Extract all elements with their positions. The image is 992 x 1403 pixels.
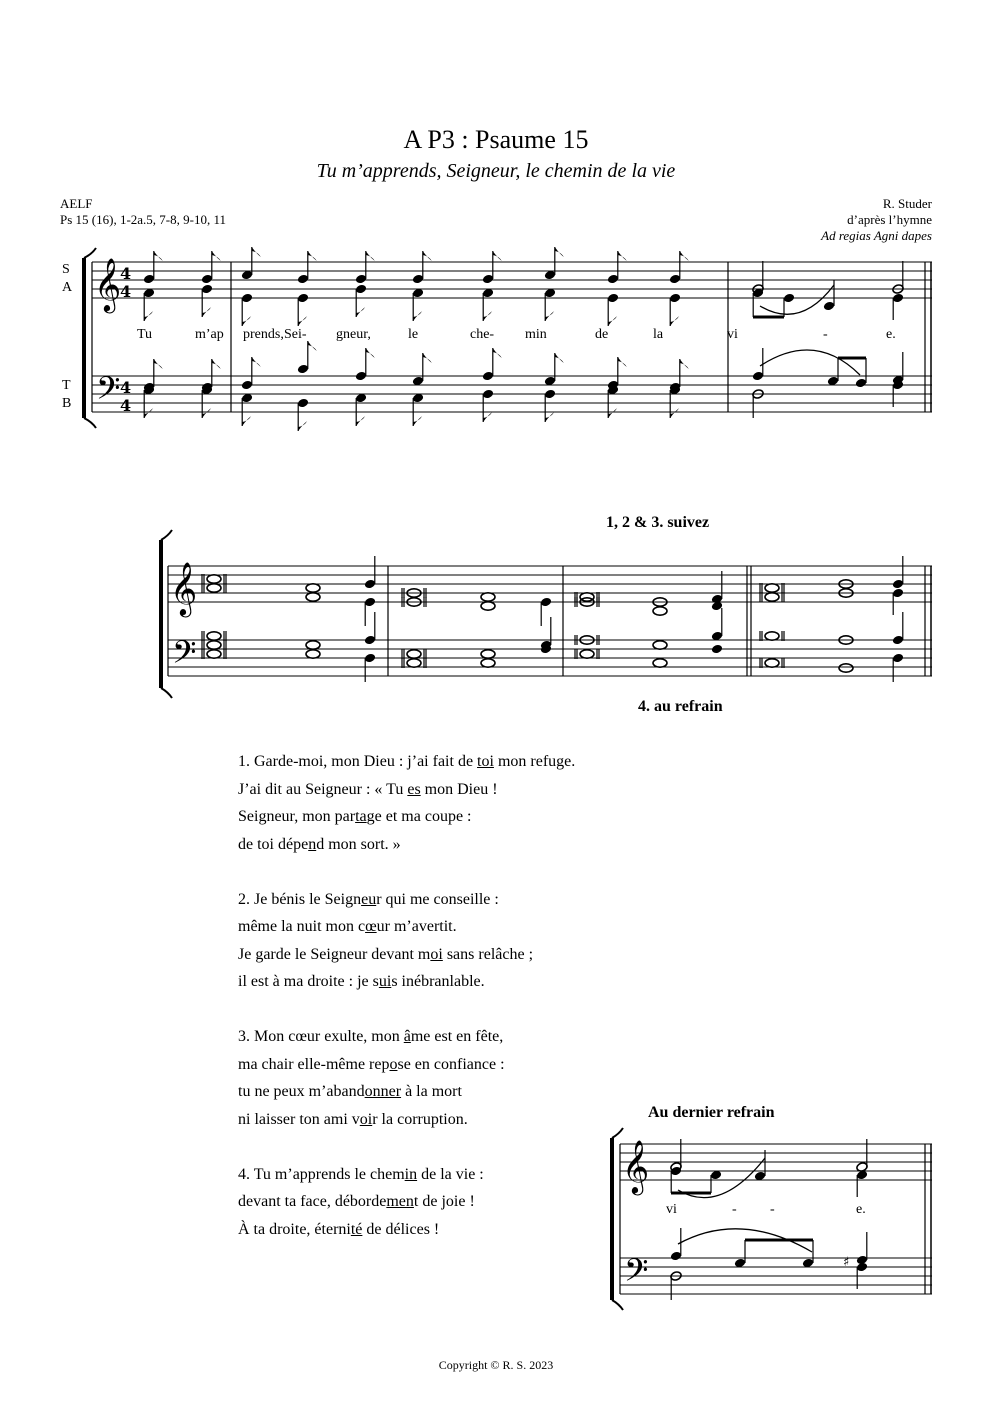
lyric-syllable: - [770,1202,775,1217]
note-head [765,584,779,592]
svg-text:4: 4 [120,264,132,283]
note-flag [680,359,689,369]
verse-line: Je garde le Seigneur devant moi sans relâche ; [238,945,534,963]
verse-line: 1. Garde-moi, mon Dieu : j’ai fait de toi mon refuge. [238,753,576,770]
note-head [765,593,779,601]
note-head [481,593,495,601]
note-head [207,650,221,658]
instruction-continue: 1, 2 & 3. suivez [606,514,710,531]
verse-line: ma chair elle-même repose en confiance : [238,1055,505,1073]
note-head [653,607,667,615]
note-head [823,301,835,312]
note-flag [356,307,365,317]
stanza [238,886,575,996]
note-flag [144,408,153,418]
lyric-syllable: gneur, [336,327,371,342]
note-flag [308,251,317,261]
verse-line: ni laisser ton ami voir la corruption. [238,1110,468,1128]
lyric-syllable: - [732,1202,737,1217]
note-flag [680,251,689,261]
source-right-line: d’après l’hymne [847,212,932,227]
note-head [407,650,421,658]
note-flag [298,316,307,326]
note-flag [618,251,627,261]
note-head [306,641,320,649]
note-flag [242,416,251,426]
note-head [839,664,853,672]
note-flag [366,251,375,261]
svg-text:4: 4 [120,396,132,415]
lyric-syllable: che- [470,327,495,342]
note-head [207,632,221,640]
svg-text:𝄞: 𝄞 [170,561,198,615]
svg-text:𝄢: 𝄢 [624,1252,649,1296]
note-head [207,575,221,583]
composer: R. Studer [882,196,932,211]
note-flag [144,311,153,321]
note-flag [212,251,221,261]
stanza [238,748,575,858]
note-flag [366,348,375,358]
lyric-syllable: de [595,327,609,342]
lyric-syllable: vi [666,1202,677,1217]
note-head [207,641,221,649]
note-head [653,641,667,649]
note-flag [356,416,365,426]
svg-text:𝄞: 𝄞 [94,257,122,311]
verse-line: de toi dépend mon sort. » [238,835,401,853]
note-flag [298,421,307,431]
note-flag [252,357,261,367]
note-flag [493,251,502,261]
note-flag [212,359,221,369]
note-head [783,293,795,304]
verse-line: À ta droite, éternité de délices ! [238,1220,440,1238]
note-flag [618,357,627,367]
note-head [306,593,320,601]
instruction-refrain: 4. au refrain [638,698,723,715]
verse-line: tu ne peux m’abandonner à la mort [238,1083,462,1100]
stanza [238,1023,575,1133]
svg-text:4: 4 [120,378,132,397]
page-subtitle: Tu m’apprends, Seigneur, le chemin de la vie [316,160,676,182]
voice-label-bass: B [62,396,72,411]
note-flag [202,307,211,317]
lyric-syllable: min [525,327,547,342]
note-head [711,644,723,655]
source-left-line: Ps 15 (16), 1-2a.5, 7-8, 9-10, 11 [60,212,226,227]
note-flag [545,311,554,321]
psalm-verses [238,748,575,1271]
verse-line: 3. Mon cœur exulte, mon âme est en fête, [238,1028,504,1045]
note-flag [608,316,617,326]
note-head [653,659,667,667]
verse-line: même la nuit mon cœur m’avertit. [238,918,457,935]
note-head [407,659,421,667]
note-head [765,632,779,640]
note-head [306,584,320,592]
note-flag [493,348,502,358]
note-head [306,650,320,658]
note-flag [423,353,432,363]
svg-text:𝄢: 𝄢 [96,370,121,414]
verse-line: Seigneur, mon partage et ma coupe : [238,808,472,825]
note-flag [483,311,492,321]
note-flag [154,359,163,369]
note-flag [423,251,432,261]
note-flag [202,408,211,418]
note-head [481,602,495,610]
note-flag [308,341,317,351]
source-left-line: AELF [60,196,93,211]
lyric-syllable: Sei- [284,327,307,342]
note-flag [242,316,251,326]
note-flag [670,408,679,418]
note-flag [483,412,492,422]
voice-label-alto: A [62,280,73,295]
lyric-syllable: - [823,327,828,342]
note-flag [555,247,564,257]
note-flag [670,316,679,326]
page-title: A P3 : Psaume 15 [403,125,589,154]
verse-line: devant ta face, débordement de joie ! [238,1193,475,1210]
lyric-syllable: e. [856,1202,866,1217]
svg-text:♯: ♯ [843,1255,850,1270]
verse-line: 2. Je bénis le Seigneur qui me conseille : [238,890,499,908]
verse-line: il est à ma droite : je suis inébranlable. [238,973,485,990]
lyric-syllable: prends, [243,327,284,342]
lyric-syllable: e. [886,327,896,342]
note-flag [545,412,554,422]
svg-text:4: 4 [120,282,132,301]
copyright: Copyright © R. S. 2023 [438,1358,554,1372]
lyric-syllable: la [653,327,664,342]
voice-label-tenor: T [62,378,71,393]
verse-line: 4. Tu m’apprends le chemin de la vie : [238,1165,484,1183]
lyric-syllable: vi [727,327,738,342]
note-head [481,659,495,667]
stanza [238,1161,575,1244]
lyric-syllable: m’ap [195,327,224,342]
lyric-syllable: Tu [137,327,153,342]
note-head [765,659,779,667]
lyric-syllable: le [408,327,419,342]
note-head [855,378,867,389]
note-head [580,650,594,658]
final-refrain-label: Au dernier refrain [648,1104,775,1121]
svg-text:𝄞: 𝄞 [622,1139,650,1193]
note-flag [555,353,564,363]
svg-text:𝄢: 𝄢 [172,634,197,678]
note-flag [154,251,163,261]
note-flag [608,408,617,418]
note-head [207,584,221,592]
note-head [481,650,495,658]
source-right-line: Ad regias Agni dapes [821,228,932,243]
note-flag [413,311,422,321]
voice-label-soprano: S [62,262,70,277]
note-flag [413,416,422,426]
verse-line: J’ai dit au Seigneur : « Tu es mon Dieu ! [238,780,498,798]
note-flag [252,247,261,257]
